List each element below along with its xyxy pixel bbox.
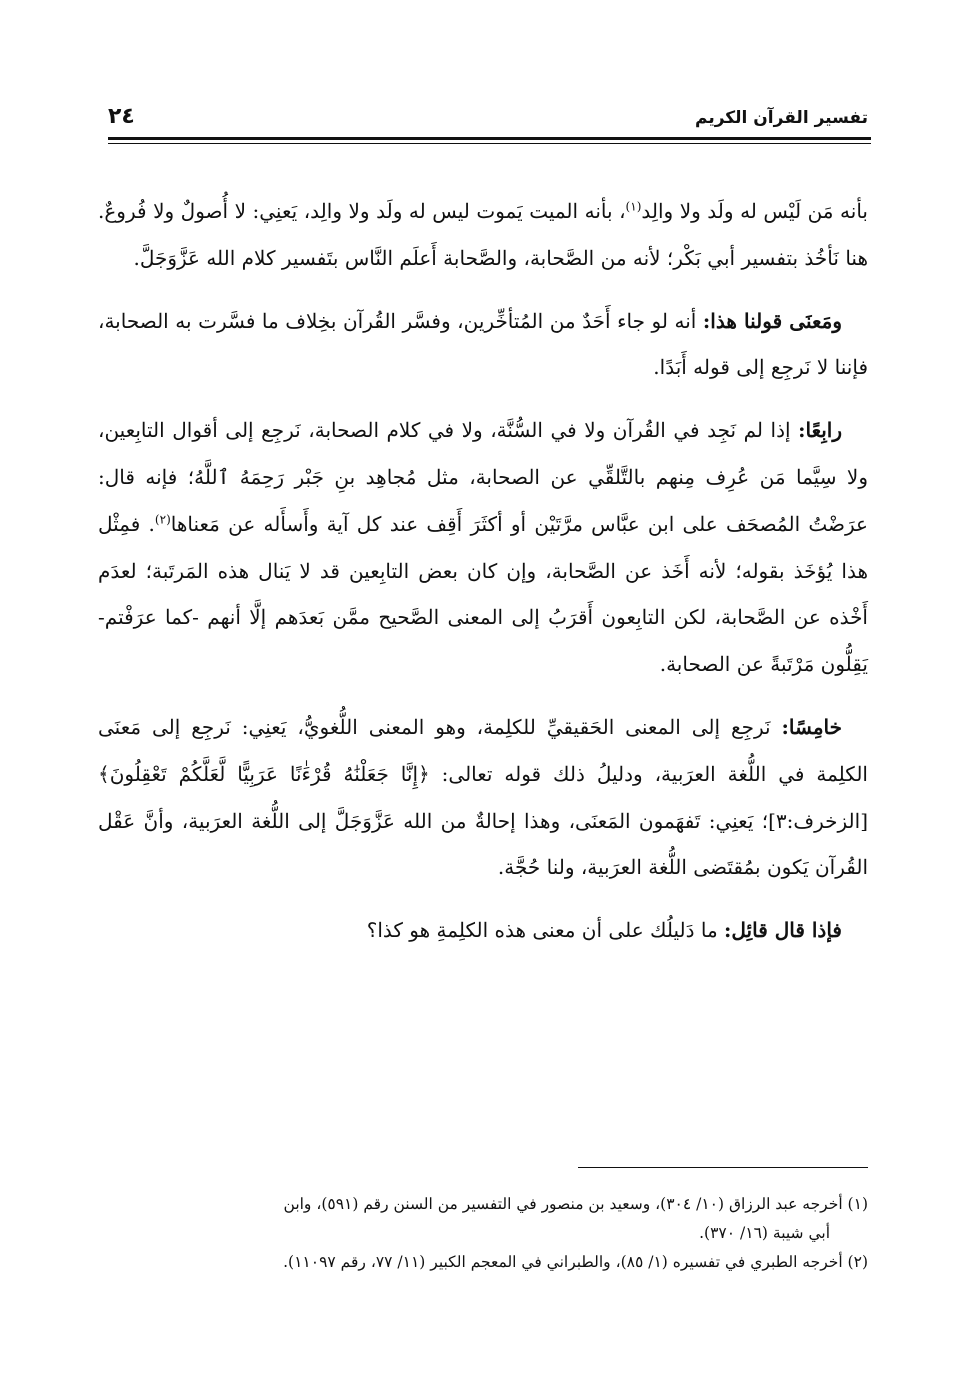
paragraph-5 — [98, 907, 868, 954]
paragraph-text: إذا لم نَجِد في القُرآن ولا في السُّنَّة، ولا في كلام الصحابة، نَرجِع إلى أقوال التابِعين، ولا سِيَّما مَن عُرِف مِنهم بالتَّلقِّي عن الصحابة، مثل مُجاهِد بنِ جَبْر رَحِمَهُ ٱللَّهُ؛ فإنه قال: عرَضْتُ المُصحَف على ابن عبَّاس مرَّتَيْن أو أكثَرَ أَقِف عند كل آية وأَسأَله عن مَعناها — [98, 418, 868, 536]
paragraph-1 — [98, 188, 868, 282]
footnote-reference[interactable]: (٢) — [154, 512, 171, 527]
footnote-1: (١) أخرجه عبد الرزاق (١٠/ ٣٠٤)، وسعيد بن منصور في التفسير من السنن رقم (٥٩١)، وابن — [283, 1195, 868, 1213]
paragraph-text: أنه لو جاء أَحَدٌ من المُتأخِّرين، وفسَّر القُرآن بخِلاف ما فسَّرت به الصحابة، فإننا لا نَرجِع إلى قوله أَبَدًا. — [98, 308, 868, 380]
paragraph-3 — [98, 407, 868, 688]
footnote-separator — [578, 1167, 868, 1168]
paragraph-text: ما دَليلُك على أن معنى هذه الكلِمةِ هو كذا؟ — [366, 918, 725, 943]
paragraph-lead: ومَعنَى قولنا هذا: — [702, 308, 843, 333]
page-header — [108, 104, 868, 140]
footnote-reference[interactable]: (١) — [625, 199, 642, 214]
running-title: تفسير القرآن الكريم — [694, 108, 868, 128]
paragraph-text: . فمِثْل هذا يُؤخَذ بقوله؛ لأنه أَخَذ عن الصَّحابة، وإن كان بعض التابِعين قد لا يَنال هذه المَرتَبة؛ لعدَم أَخْذه عن الصَّحابة، لكن التابِعون أَقرَبُ إلى المعنى الصَّحيح ممَّن بَعدَهم إلَّا أنهم -كما عرَفْتم- يَقِلُّون مَرْتَبةً عن الصحابة. — [98, 511, 868, 677]
paragraph-lead: رابِعًا: — [798, 418, 842, 443]
paragraph-lead: خامِسًا: — [781, 714, 842, 739]
footnote-1-continued: أبي شيبة (١٦/ ٣٧٠). — [699, 1224, 830, 1242]
footnotes — [98, 1190, 868, 1277]
page-number: ٢٤ — [108, 104, 135, 129]
paragraph-text: بأنه مَن لَيْس له ولَد ولا والِد — [641, 199, 868, 223]
header-rule-thin — [108, 143, 871, 144]
paragraph-2 — [98, 298, 868, 392]
main-text — [98, 188, 868, 970]
paragraph-text: ، بأنه الميت يَموت ليس له ولَد ولا والِد، يَعنِي: لا أُصولٌ ولا فُروعٌ. هنا نَأخُذ بتفسير أبي بَكْر؛ لأنه من الصَّحابة، والصَّحابة أَعلَم النَّاس بتَفسير كلام الله عَزَّوَجَلَّ. — [98, 199, 868, 270]
header-rule-thick — [108, 137, 871, 140]
paragraph-text: نَرجِع إلى المعنى الحَقيقيِّ للكلِمة، وهو المعنى اللُّغويُّ، يَعنِي: نَرجِع إلى مَعنَى الكلِمة في اللُّغة العرَبية، ودليلُ ذلك قوله تعالى: ﴿إِنَّا جَعَلْنَٰهُ قُرْءَٰنًا عَرَبِيًّا لَّعَلَّكُمْ تَعْقِلُونَ﴾ [الزخرف:٣]؛ يَعنِي: تَفهَمون المَعنَى، وهذا إحالةٌ من الله عَزَّوَجَلَّ إلى اللُّغة العرَبية، وأنَّ عَقْل القُرآن يَكون بمُقتَضى اللُّغة العرَبية، ولنا حُجَّة. — [98, 714, 868, 880]
footnote-2: (٢) أخرجه الطبري في تفسيره (١/ ٨٥)، والطبراني في المعجم الكبير (١١/ ٧٧، رقم ١١٠٩٧). — [283, 1253, 868, 1271]
paragraph-lead: فإذا قال قائِل: — [724, 918, 842, 943]
paragraph-4 — [98, 704, 868, 891]
